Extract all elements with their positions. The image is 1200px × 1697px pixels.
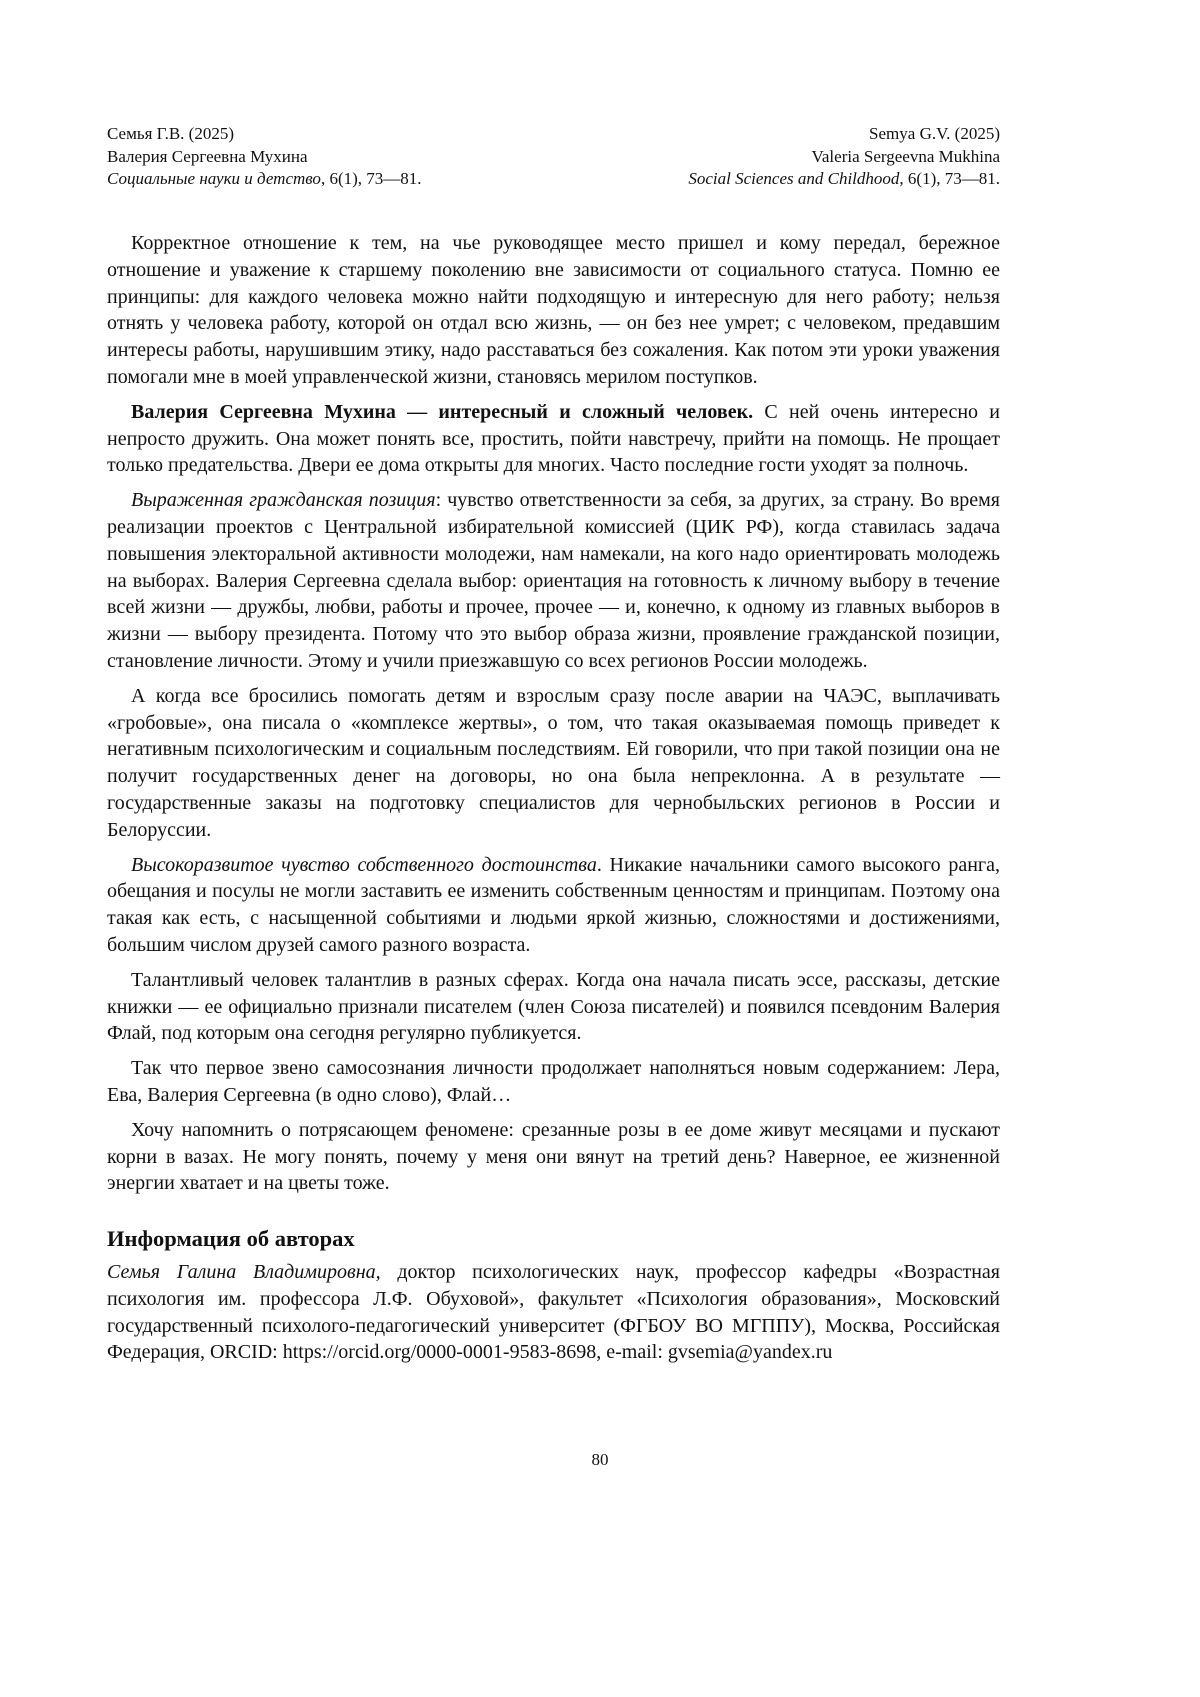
article-body (107, 230, 1000, 1374)
paragraph (107, 230, 1000, 391)
paragraph-text: : чувство ответственности за себя, за других, за страну. Во время реализации проектов с Центральной избирательной комиссией (ЦИК РФ), когда ставилась задача повышения электоральной активности молодежи, нам намекали, на кого надо ориентировать молодежь на выборах. Валерия Сергеевна сделала выбор: ориентация на готовность к личному выбору в течение всей жизни — дружбы, любви, работы и прочее, прочее — и, конечно, к одному из главных выборов в жизни — выбору президента. Потому что это выбор образа жизни, проявление гражданской позиции, становление личности. Этому и учили приезжавшую со всех регионов России молодежь. (107, 489, 1000, 672)
paragraph-lead-italic: Выраженная гражданская позиция (131, 489, 436, 511)
paragraph-text: . Никакие начальники самого высокого ранга, обещания и посулы не могли заставить ее изменить собственным ценностям и принципам. Поэтому она такая как есть, с насыщенной событиями и людьми яркой жизнью, сложностями и достижениями, большим числом друзей самого разного возраста. (107, 854, 1000, 956)
paragraph-text: Хочу напомнить о потрясающем феномене: срезанные розы в ее доме живут месяцами и пускают корни в вазах. Не могу понять, почему у меня они вянут на третий день? Наверное, ее жизненной энергии хватает и на цветы тоже. (107, 1119, 1000, 1195)
paragraph-lead-italic: Высокоразвитое чувство собственного достоинства (131, 854, 597, 876)
header-left-journal (107, 168, 422, 191)
paragraph-text: Талантливый человек талантлив в разных сферах. Когда она начала писать эссе, рассказы, детские книжки — ее официально признали писателем (член Союза писателей) и появился псевдоним Валерия Флай, под которым она сегодня регулярно публикуется. (107, 969, 1000, 1045)
paragraph-text: Так что первое звено самосознания личности продолжает наполняться новым содержанием: Лера, Ева, Валерия Сергеевна (в одно слово), Флай… (107, 1057, 1000, 1106)
paragraph (107, 967, 1000, 1047)
authors-heading: Информация об авторах (107, 1225, 1000, 1253)
journal-title-en: Social Sciences and Childhood (688, 169, 899, 188)
header-left-author: Семья Г.В. (2025) (107, 123, 234, 146)
paragraph (107, 1117, 1000, 1197)
journal-issue-ru: , 6(1), 73—81. (321, 169, 422, 188)
header-right-journal (688, 168, 1000, 191)
paragraph-text: С ней очень интересно и непросто дружить. Она может понять все, простить, пойти навстречу, прийти на помощь. Не прощает только предательства. Двери ее дома открыты для многих. Часто последние гости уходят за полночь. (107, 401, 1000, 477)
header-right-subject: Valeria Sergeevna Mukhina (811, 146, 1000, 169)
paragraph-text: А когда все бросились помогать детям и взрослым сразу после аварии на ЧАЭС, выплачивать «гробовые», она писала о «комплексе жертвы», о том, что такая оказываемая помощь приведет к негативным психологическим и социальным последствиям. Ей говорили, что при такой позиции она не получит государственных денег на договоры, но она была непреклонна. А в результате — государственные заказы на подготовку специалистов для чернобыльских регионов в России и Белоруссии. (107, 685, 1000, 841)
paragraph (107, 1055, 1000, 1109)
paragraph-text: Корректное отношение к тем, на чье руководящее место пришел и кому передал, бережное отношение и уважение к старшему поколению вне зависимости от социального статуса. Помню ее принципы: для каждого человека можно найти подходящую и интересную для него работу; нельзя отнять у человека работу, которой он отдал всю жизнь, — он без нее умрет; с человеком, предавшим интересы работы, нарушившим этику, надо расставаться без сожаления. Как потом эти уроки уважения помогали мне в моей управленческой жизни, становясь мерилом поступков. (107, 232, 1000, 388)
paragraph-lead-bold: Валерия Сергеевна Мухина — интересный и сложный человек. (131, 401, 753, 423)
paragraph (107, 399, 1000, 479)
paragraph (107, 487, 1000, 675)
running-header (107, 123, 1000, 191)
paragraph (107, 683, 1000, 844)
journal-issue-en: , 6(1), 73—81. (899, 169, 1000, 188)
author-details: доктор психологических наук, профессор кафедры «Возрастная психология им. профессора Л.Ф. Обуховой», факультет «Психология образования», Московский государственный психолого-педагогический университет (ФГБОУ ВО МГППУ), Москва, Российская Федерация, ORCID: https://orcid.org/0000-0001-9583-8698, e-mail: gvsemia@yandex.ru (107, 1261, 1000, 1363)
paragraph (107, 852, 1000, 959)
header-right-author: Semya G.V. (2025) (869, 123, 1000, 146)
author-info (107, 1259, 1000, 1366)
page-number: 80 (0, 1450, 1200, 1470)
journal-title-ru: Социальные науки и детство (107, 169, 321, 188)
header-left-subject: Валерия Сергеевна Мухина (107, 146, 308, 169)
author-name: Семья Галина Владимировна, (107, 1261, 381, 1283)
